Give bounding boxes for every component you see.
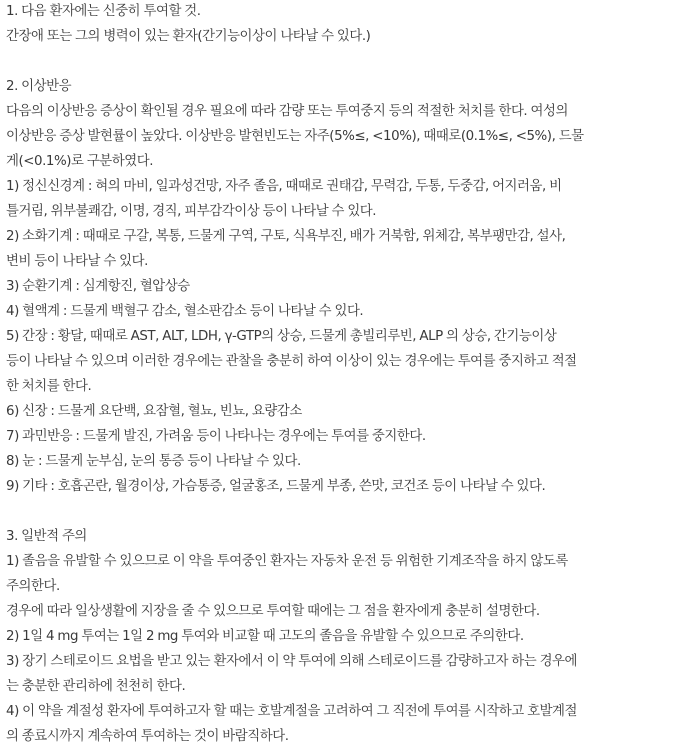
section3-line: 는 충분한 관리하에 천천히 한다. bbox=[6, 679, 186, 694]
section2-line: 등이 나타날 수 있으며 이러한 경우에는 관찰을 충분히 하여 이상이 있는 경우에는 투여를 중지하고 적절 bbox=[6, 354, 577, 369]
section3-line: 3) 장기 스테로이드 요법을 받고 있는 환자에서 이 약 투여에 의해 스테로이드를 감량하고자 하는 경우에 bbox=[6, 654, 578, 669]
section1-line: 간장애 또는 그의 병력이 있는 환자(간기능이상이 나타날 수 있다.) bbox=[6, 29, 371, 44]
section2-line: 7) 과민반응 : 드물게 발진, 가려움 등이 나타나는 경우에는 투여를 중지한다. bbox=[6, 429, 426, 444]
section2-line: 1) 정신신경계 : 혀의 마비, 일과성건망, 자주 졸음, 때때로 권태감, 무력감, 두통, 두중감, 어지러움, 비 bbox=[6, 179, 562, 194]
section2-line: 2) 소화기계 : 때때로 구갈, 복통, 드물게 구역, 구토, 식욕부진, 배가 거북함, 위체감, 복부팽만감, 설사, bbox=[6, 229, 566, 244]
section2-line: 변비 등이 나타날 수 있다. bbox=[6, 254, 148, 269]
section3-line: 경우에 따라 일상생활에 지장을 줄 수 있으므로 투여할 때에는 그 점을 환자에게 충분히 설명한다. bbox=[6, 604, 540, 619]
section1-heading: 1. 다음 환자에는 신중히 투여할 것. bbox=[6, 4, 201, 19]
section2-line: 6) 신장 : 드물게 요단백, 요잠혈, 혈뇨, 빈뇨, 요량감소 bbox=[6, 404, 302, 419]
section3-line: 2) 1일 4 mg 투여는 1일 2 mg 투여와 비교할 때 고도의 졸음을 유발할 수 있으므로 주의한다. bbox=[6, 629, 524, 644]
section2-line: 틀거림, 위부불쾌감, 이명, 경직, 피부감각이상 등이 나타날 수 있다. bbox=[6, 204, 377, 219]
spacer bbox=[6, 499, 676, 524]
section2-heading: 2. 이상반응 bbox=[6, 79, 72, 94]
section2-line: 다음의 이상반응 증상이 확인될 경우 필요에 따라 감량 또는 투여중지 등의 적절한 처치를 한다. 여성의 bbox=[6, 104, 568, 119]
section3-line: 1) 졸음을 유발할 수 있으므로 이 약을 투여중인 환자는 자동차 운전 등 위험한 기계조작을 하지 않도록 bbox=[6, 554, 568, 569]
section2-line: 이상반응 증상 발현률이 높았다. 이상반응 발현빈도는 자주(5%≤, <10%), 때때로(0.1%≤, <5%), 드물 bbox=[6, 129, 584, 144]
section2-line: 9) 기타 : 호흡곤란, 월경이상, 가슴통증, 얼굴홍조, 드물게 부종, 쓴맛, 코건조 등이 나타날 수 있다. bbox=[6, 479, 546, 494]
section2-line: 게(<0.1%)로 구분하였다. bbox=[6, 154, 154, 169]
section2-line: 4) 혈액계 : 드물게 백혈구 감소, 혈소판감소 등이 나타날 수 있다. bbox=[6, 304, 364, 319]
section3-line: 주의한다. bbox=[6, 579, 60, 594]
section2-line: 8) 눈 : 드물게 눈부심, 눈의 통증 등이 나타날 수 있다. bbox=[6, 454, 301, 469]
section2-line: 한 처치를 한다. bbox=[6, 379, 92, 394]
section3-line: 4) 이 약을 계절성 환자에 투여하고자 할 때는 호발계절을 고려하여 그 직전에 투여를 시작하고 호발계절 bbox=[6, 704, 578, 719]
section2-line: 5) 간장 : 황달, 때때로 AST, ALT, LDH, γ-GTP의 상승, 드물게 총빌리루빈, ALP 의 상승, 간기능이상 bbox=[6, 329, 557, 344]
spacer bbox=[6, 49, 676, 74]
section3-line: 의 종료시까지 계속하여 투여하는 것이 바람직하다. bbox=[6, 729, 289, 744]
section2-line: 3) 순환기계 : 심계항진, 혈압상승 bbox=[6, 279, 190, 294]
section3-heading: 3. 일반적 주의 bbox=[6, 529, 87, 544]
